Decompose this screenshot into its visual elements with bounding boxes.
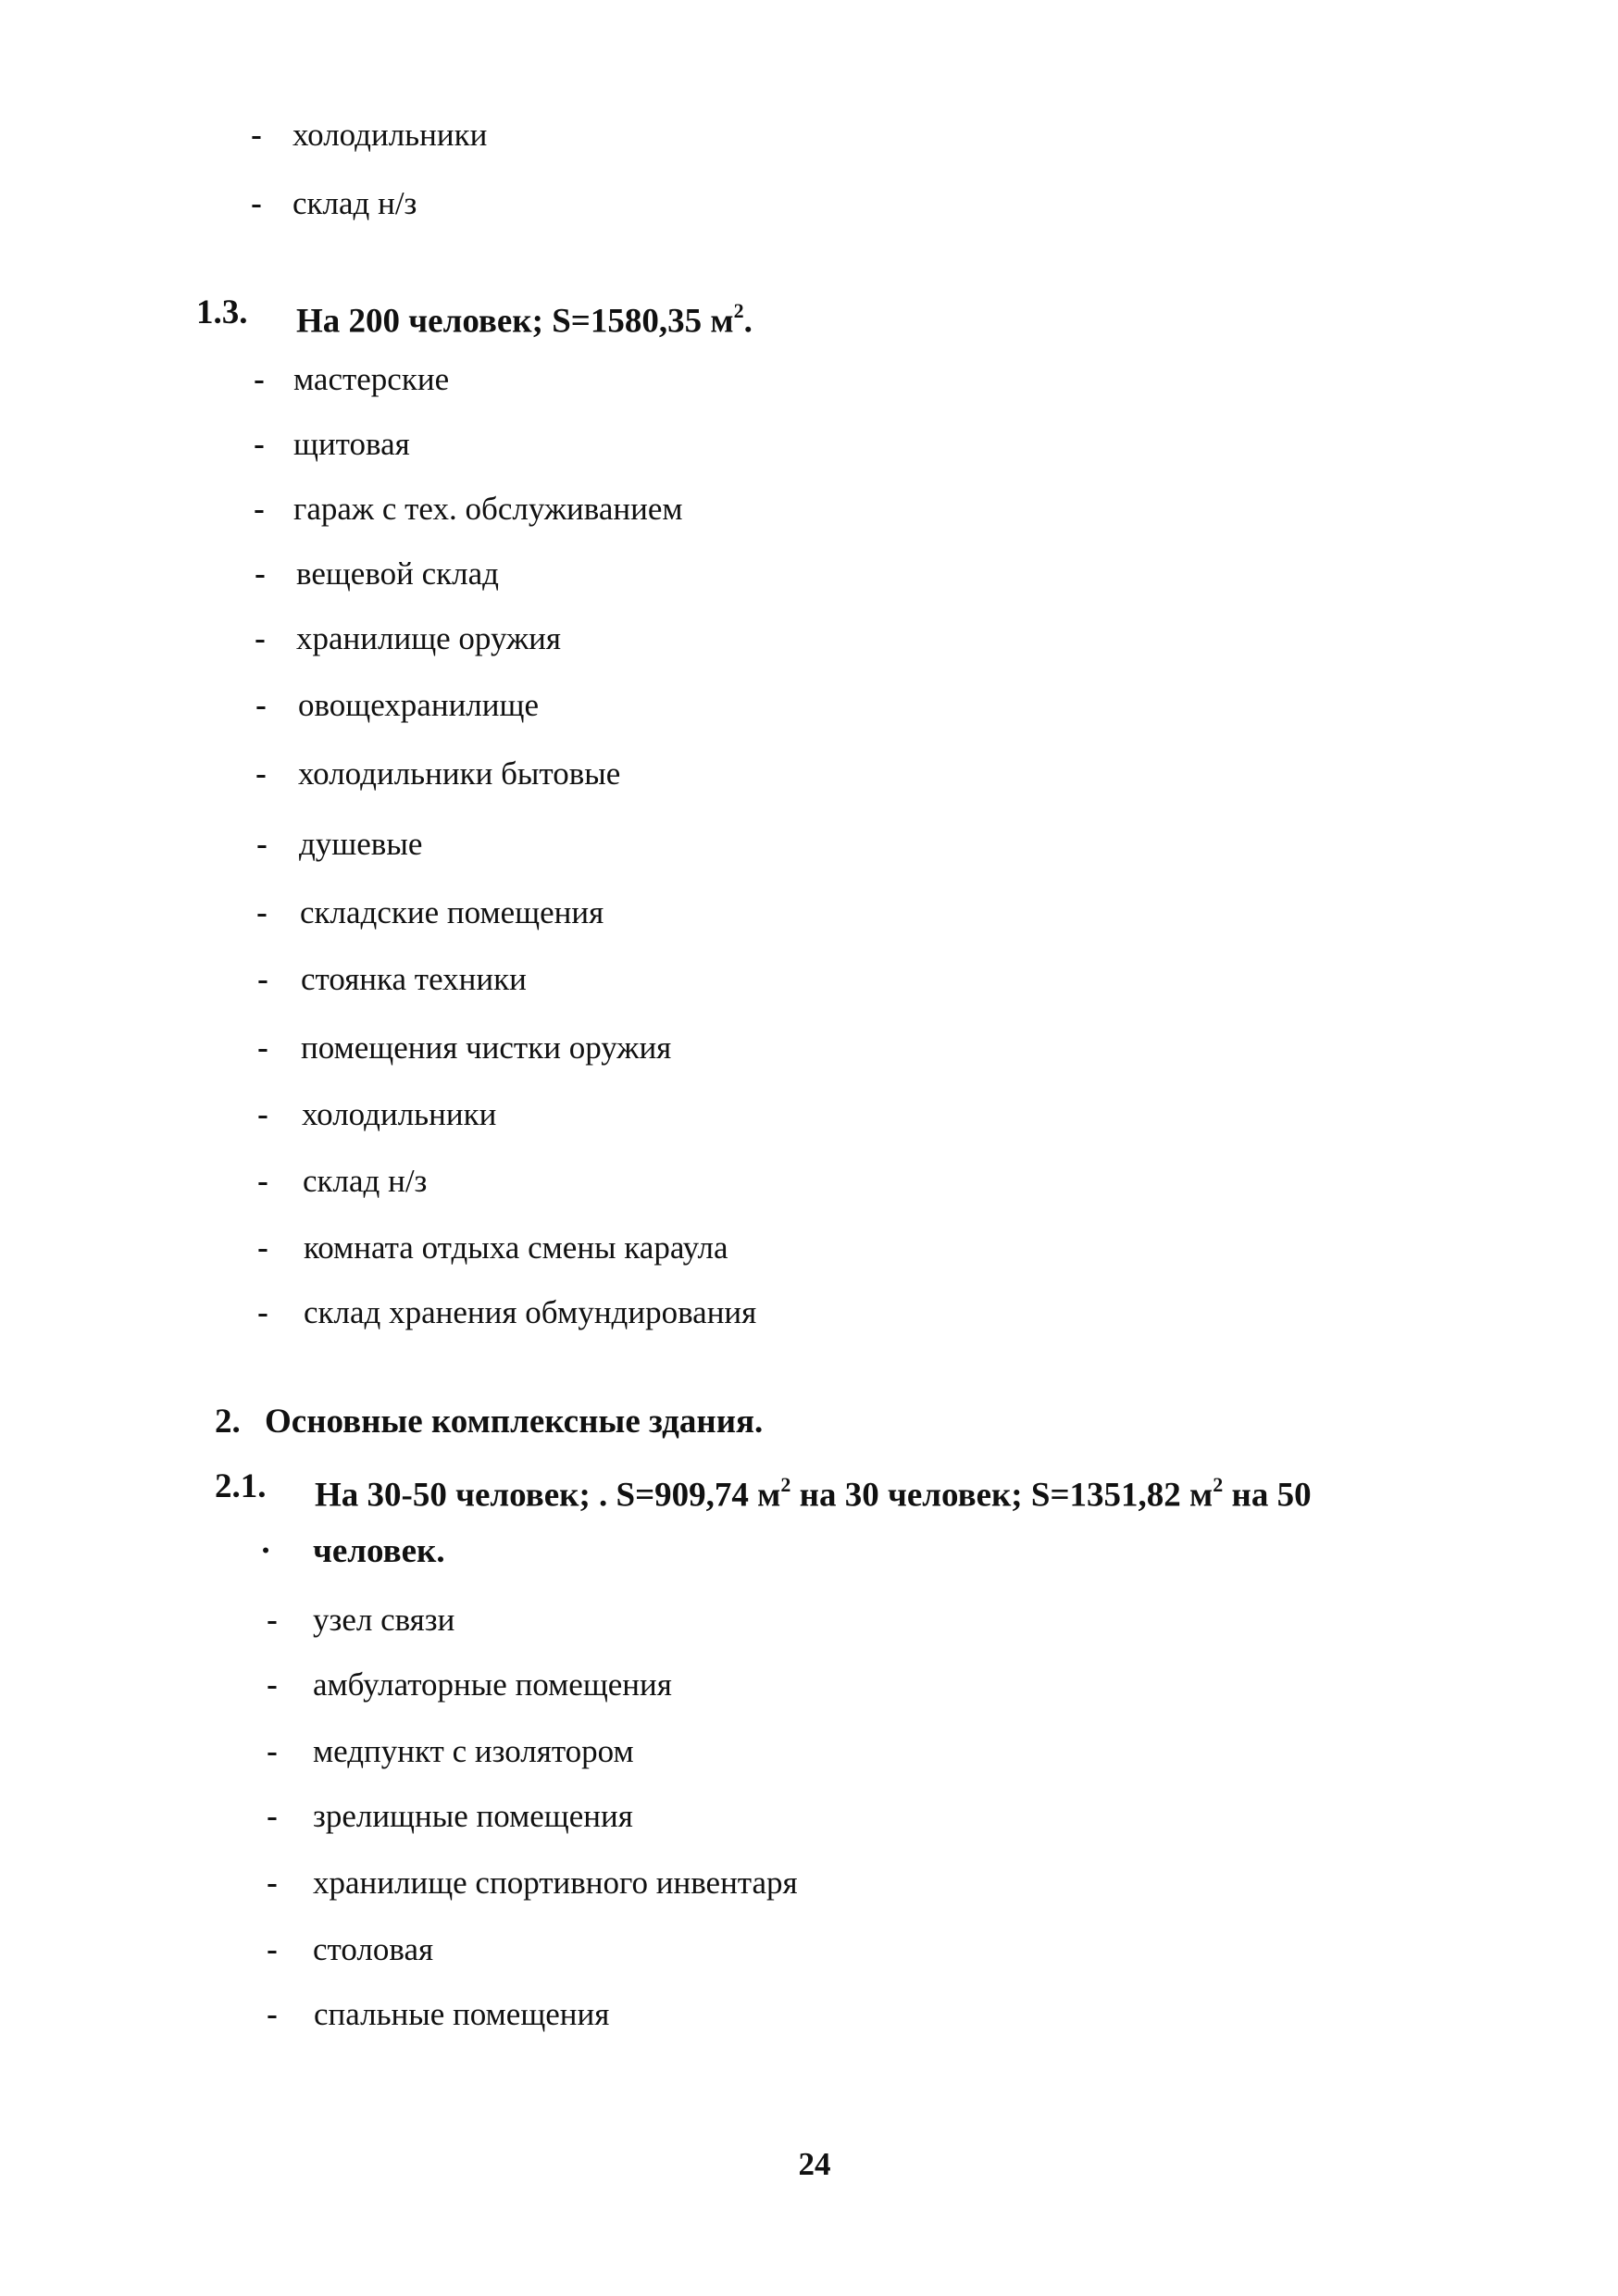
- list-item-text: хранилище оружия: [296, 620, 562, 656]
- list-item-text: спальные помещения: [314, 1996, 610, 2032]
- list-item-text: склад н/з: [292, 185, 417, 221]
- list-item-text: овощехранилище: [298, 687, 539, 723]
- bullet-dash: -: [255, 687, 267, 723]
- list-item-text: столовая: [313, 1931, 434, 1967]
- bullet-dash: -: [257, 961, 268, 997]
- list-item-text: холодильники: [292, 117, 488, 153]
- list-item-text: мастерские: [293, 361, 450, 397]
- list-item-text: стоянка техники: [301, 961, 527, 997]
- list-item-text: комната отдыха смены караула: [304, 1229, 728, 1266]
- section-number: 2.1.: [215, 1467, 267, 1505]
- list-item-text: амбулаторные помещения: [313, 1666, 672, 1703]
- bullet-dash: -: [267, 1798, 278, 1834]
- section-number: 1.3.: [196, 293, 248, 331]
- list-item-text: душевые: [299, 826, 423, 862]
- bullet-dash: -: [254, 361, 265, 397]
- section-number: 2.: [215, 1403, 241, 1441]
- list-item-text: склад н/з: [303, 1163, 428, 1199]
- bullet-dash: -: [257, 1096, 268, 1132]
- bullet-dash: -: [254, 426, 265, 462]
- bullet-dash: -: [257, 1229, 268, 1266]
- bullet-dash: -: [267, 1996, 278, 2032]
- list-item-text: склад хранения обмундирования: [304, 1294, 757, 1330]
- bullet-dash: -: [255, 620, 266, 656]
- bullet-dash: -: [254, 491, 265, 527]
- list-item-text: хранилище спортивного инвентаря: [313, 1865, 798, 1901]
- bullet-dash: -: [257, 1163, 268, 1199]
- page-number: 24: [798, 2146, 831, 2182]
- bullet-dash: -: [257, 1294, 268, 1330]
- bullet-dash: -: [255, 555, 266, 592]
- list-item-text: узел связи: [313, 1602, 455, 1638]
- list-item-text: вещевой склад: [296, 555, 499, 592]
- section-title: На 200 человек; S=1580,35 $м^2$.: [296, 299, 753, 341]
- list-item-text: холодильники бытовые: [298, 755, 621, 792]
- list-item-text: складские помещения: [300, 894, 604, 930]
- bullet-dash: -: [257, 1029, 268, 1066]
- bullet-dash: -: [256, 894, 268, 930]
- bullet-dash: -: [251, 117, 262, 153]
- bullet-dash: -: [255, 755, 267, 792]
- bullet-dash: -: [267, 1865, 278, 1901]
- list-item-text: щитовая: [293, 426, 410, 462]
- bullet-dash: -: [256, 826, 268, 862]
- section-title: Основные комплексные здания.: [265, 1403, 764, 1441]
- bullet-dot: ·: [259, 1532, 272, 1570]
- section-title: На 30-50 человек; . S=909,74 $м^2$ на 30 человек; S=1351,82 $м^2$ на 50: [315, 1473, 1312, 1515]
- bullet-dash: -: [251, 185, 262, 221]
- list-item-text: гараж с тех. обслуживанием: [293, 491, 683, 527]
- list-item-text: медпункт с изолятором: [313, 1733, 634, 1769]
- bullet-dash: -: [267, 1602, 278, 1638]
- bullet-dash: -: [267, 1666, 278, 1703]
- section-title-continuation: человек.: [313, 1532, 445, 1570]
- list-item-text: зрелищные помещения: [313, 1798, 633, 1834]
- bullet-dash: -: [267, 1931, 278, 1967]
- bullet-dash: -: [267, 1733, 278, 1769]
- list-item-text: помещения чистки оружия: [301, 1029, 672, 1066]
- list-item-text: холодильники: [302, 1096, 497, 1132]
